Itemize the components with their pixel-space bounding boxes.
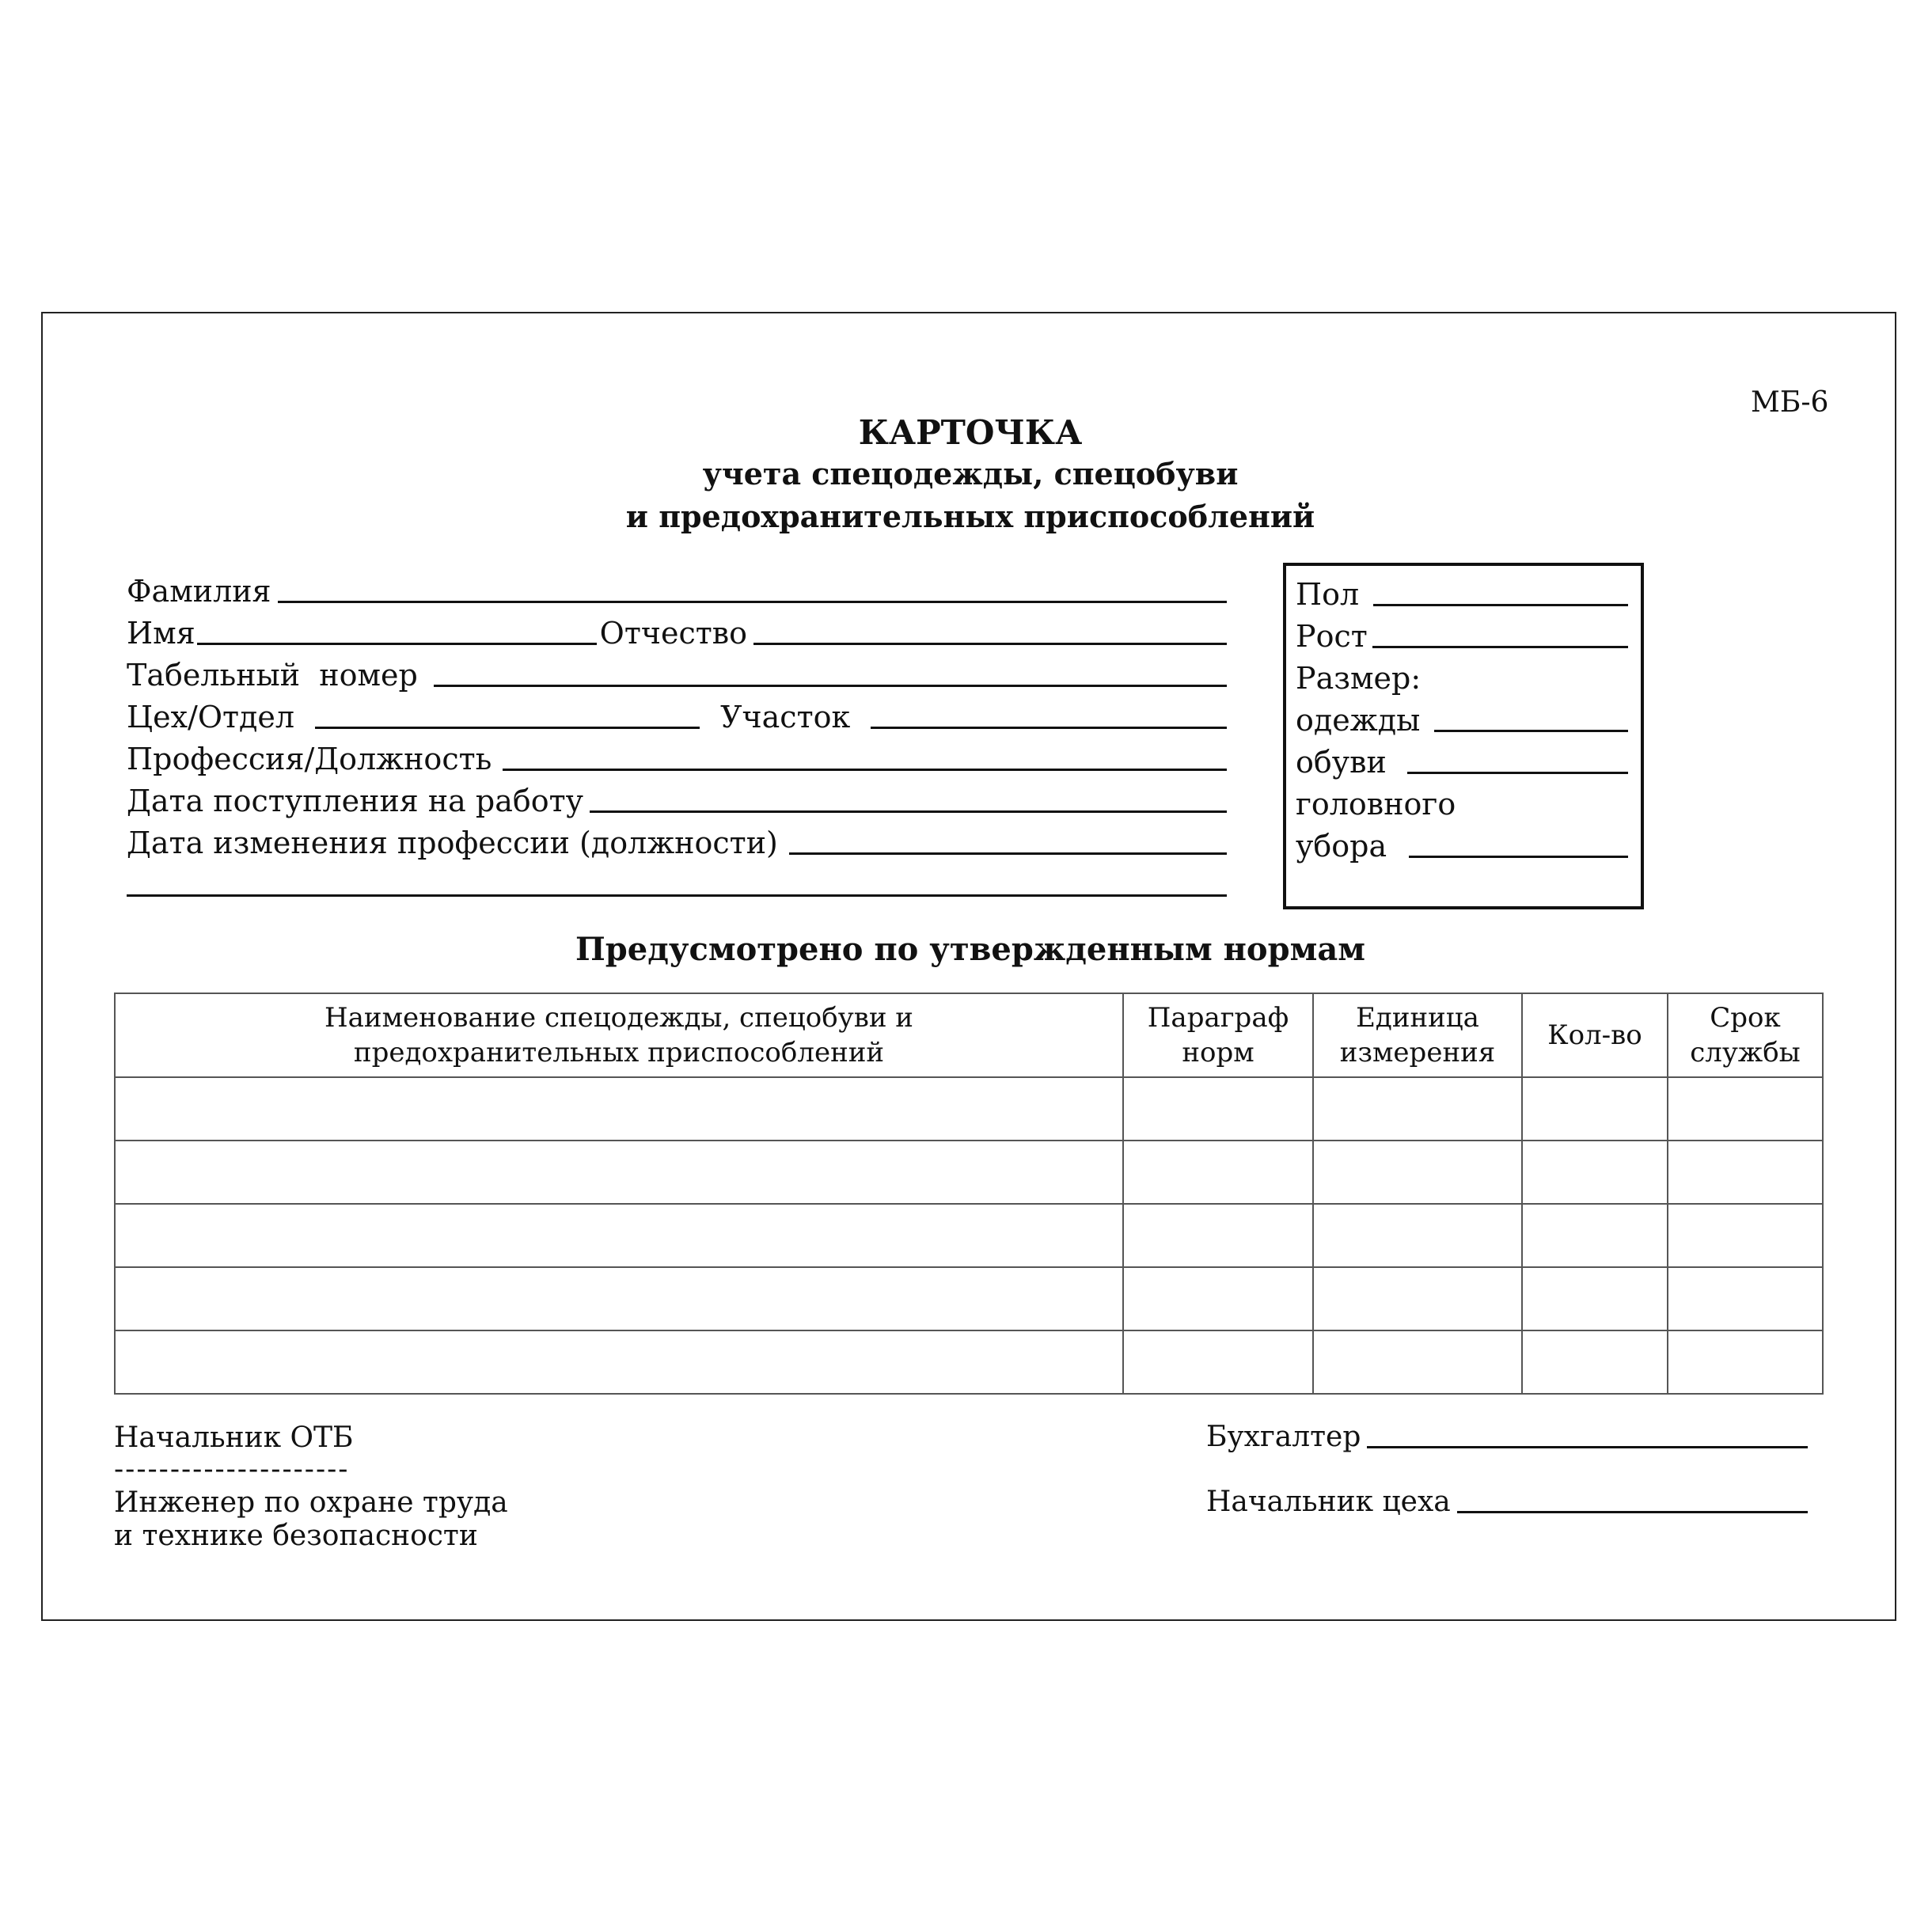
cell-quantity[interactable]	[1522, 1330, 1668, 1394]
table-row	[115, 1330, 1823, 1394]
change-date-field[interactable]	[789, 852, 1227, 855]
shoes-row	[1296, 738, 1628, 780]
clothes-size-field[interactable]	[1434, 730, 1628, 732]
extra-line-row	[127, 860, 1227, 903]
change-date-label: Дата изменения профессии (должности)	[127, 826, 778, 860]
clothes-row	[1296, 696, 1628, 738]
cell-unit[interactable]	[1313, 1141, 1522, 1204]
form-title: КАРТОЧКА	[858, 413, 1083, 452]
name-field[interactable]	[197, 643, 597, 645]
form-card	[41, 312, 1896, 1621]
table-row	[115, 1204, 1823, 1267]
cell-unit[interactable]	[1313, 1077, 1522, 1141]
height-row	[1296, 612, 1628, 655]
patronymic-label: Отчество	[599, 616, 748, 651]
section-field[interactable]	[871, 727, 1227, 729]
header-paragraph: Параграф норм	[1123, 993, 1313, 1077]
hire-date-field[interactable]	[590, 810, 1227, 813]
cell-quantity[interactable]	[1522, 1267, 1668, 1330]
surname-field[interactable]	[278, 601, 1227, 603]
surname-row	[127, 567, 1227, 609]
form-code: МБ-6	[1751, 386, 1829, 419]
cell-unit[interactable]	[1313, 1267, 1522, 1330]
cell-service-life[interactable]	[1668, 1204, 1823, 1267]
profession-label: Профессия/Должность	[127, 742, 492, 776]
tab-number-label: Табельный номер	[127, 658, 418, 693]
cell-paragraph[interactable]	[1123, 1267, 1313, 1330]
cell-item-name[interactable]	[115, 1330, 1123, 1394]
size-label: Размер:	[1296, 661, 1421, 696]
header-service-life: Срок службы	[1668, 993, 1823, 1077]
head-otb-label: Начальник ОТБ	[114, 1421, 354, 1454]
cell-item-name[interactable]	[115, 1077, 1123, 1141]
norms-table	[114, 993, 1824, 1395]
shop-head-row	[1206, 1477, 1808, 1520]
cell-quantity[interactable]	[1522, 1204, 1668, 1267]
hire-date-row	[127, 776, 1227, 819]
size-box	[1283, 563, 1644, 909]
accountant-row	[1206, 1412, 1808, 1455]
table-header-row	[115, 993, 1823, 1077]
cell-quantity[interactable]	[1522, 1141, 1668, 1204]
accountant-label: Бухгалтер	[1206, 1421, 1361, 1453]
shoes-size-field[interactable]	[1407, 772, 1628, 774]
cell-paragraph[interactable]	[1123, 1077, 1313, 1141]
cell-item-name[interactable]	[115, 1267, 1123, 1330]
cell-service-life[interactable]	[1668, 1141, 1823, 1204]
sex-label: Пол	[1296, 577, 1360, 612]
profession-field[interactable]	[503, 769, 1227, 771]
cell-service-life[interactable]	[1668, 1077, 1823, 1141]
headwear-size-field[interactable]	[1409, 856, 1628, 858]
headwear-row-2	[1296, 822, 1628, 864]
header-item-name: Наименование спецодежды, спецобуви и предохранительных приспособлений	[115, 993, 1123, 1077]
norms-section-title: Предусмотрено по утвержденным нормам	[575, 931, 1365, 968]
height-label: Рост	[1296, 619, 1368, 654]
tab-number-row	[127, 651, 1227, 693]
cell-item-name[interactable]	[115, 1204, 1123, 1267]
cell-unit[interactable]	[1313, 1330, 1522, 1394]
head-otb-signature-line[interactable]: ---------------------	[114, 1453, 350, 1486]
profession-row	[127, 734, 1227, 777]
section-label: Участок	[720, 700, 851, 734]
form-subtitle-1: учета спецодежды, спецобуви	[702, 456, 1239, 492]
department-label: Цех/Отдел	[127, 700, 295, 734]
surname-label: Фамилия	[127, 574, 271, 609]
headwear-label-2: убора	[1296, 829, 1387, 864]
engineer-label-2: и технике безопасности	[114, 1520, 478, 1552]
shop-head-label: Начальник цеха	[1206, 1486, 1451, 1518]
cell-paragraph[interactable]	[1123, 1141, 1313, 1204]
size-row	[1296, 654, 1628, 697]
shop-head-signature-field[interactable]	[1457, 1511, 1808, 1513]
form-subtitle-2: и предохранительных приспособлений	[625, 499, 1315, 534]
cell-item-name[interactable]	[115, 1141, 1123, 1204]
table-row	[115, 1141, 1823, 1204]
engineer-label-1: Инженер по охране труда	[114, 1486, 508, 1519]
cell-service-life[interactable]	[1668, 1330, 1823, 1394]
cell-paragraph[interactable]	[1123, 1330, 1313, 1394]
cell-paragraph[interactable]	[1123, 1204, 1313, 1267]
header-quantity: Кол-во	[1522, 993, 1668, 1077]
name-row	[127, 609, 1227, 651]
department-field[interactable]	[315, 727, 700, 729]
headwear-label-1: головного	[1296, 787, 1456, 822]
cell-service-life[interactable]	[1668, 1267, 1823, 1330]
sex-field[interactable]	[1373, 604, 1628, 606]
extra-line-field[interactable]	[127, 894, 1227, 897]
table-row	[115, 1267, 1823, 1330]
cell-quantity[interactable]	[1522, 1077, 1668, 1141]
cell-unit[interactable]	[1313, 1204, 1522, 1267]
clothes-label: одежды	[1296, 703, 1421, 738]
tab-number-field[interactable]	[434, 685, 1227, 687]
table-row	[115, 1077, 1823, 1141]
patronymic-field[interactable]	[753, 643, 1227, 645]
hire-date-label: Дата поступления на работу	[127, 784, 584, 818]
height-field[interactable]	[1372, 646, 1628, 648]
shoes-label: обуви	[1296, 745, 1387, 780]
header-unit: Единица измерения	[1313, 993, 1522, 1077]
accountant-signature-field[interactable]	[1367, 1446, 1808, 1448]
headwear-row-1	[1296, 780, 1628, 822]
department-row	[127, 693, 1227, 735]
name-label: Имя	[127, 616, 195, 651]
change-date-row	[127, 818, 1227, 861]
sex-row	[1296, 570, 1628, 613]
